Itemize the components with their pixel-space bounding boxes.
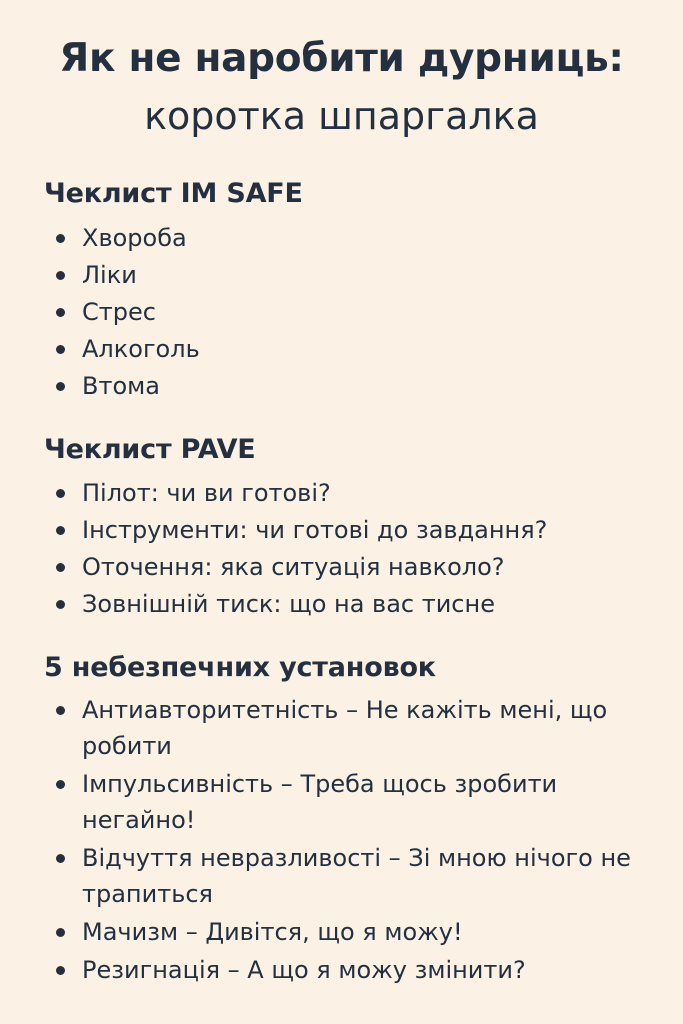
list-item-text: Відчуття невразливості – Зі мною нічого не трапиться xyxy=(82,844,631,908)
list-item xyxy=(54,220,664,257)
list-item xyxy=(54,257,664,294)
page-subtitle: коротка шпаргалка xyxy=(144,94,539,138)
list-item-text: Втома xyxy=(82,372,160,400)
bullet-icon xyxy=(56,706,65,715)
list-item-text: Резигнація – А що я можу змінити? xyxy=(82,956,526,984)
list-item-text: Пілот: чи ви готові? xyxy=(82,479,331,507)
bullet-icon xyxy=(56,234,65,243)
section-heading-hazardous-attitudes: 5 небезпечних установок xyxy=(44,652,436,683)
hazardous-attitudes-list xyxy=(54,692,654,990)
pave-list xyxy=(54,475,664,623)
bullet-icon xyxy=(56,345,65,354)
list-item-text: Інструменти: чи готові до завдання? xyxy=(82,516,548,544)
section-heading-im-safe: Чеклист IM SAFE xyxy=(44,178,303,209)
bullet-icon xyxy=(56,526,65,535)
list-item-text: Мачизм – Дивітся, що я можу! xyxy=(82,918,463,946)
list-item xyxy=(54,294,664,331)
list-item xyxy=(54,586,664,623)
list-item xyxy=(54,512,664,549)
list-item-text: Ліки xyxy=(82,261,137,289)
bullet-icon xyxy=(56,600,65,609)
list-item-text: Імпульсивність – Треба щось зробити негайно! xyxy=(82,770,558,834)
bullet-icon xyxy=(56,928,65,937)
im-safe-list xyxy=(54,220,664,405)
bullet-icon xyxy=(56,966,65,975)
list-item xyxy=(54,766,654,838)
bullet-icon xyxy=(56,382,65,391)
section-heading-pave: Чеклист PAVE xyxy=(44,434,256,465)
list-item xyxy=(54,840,654,912)
list-item-text: Алкоголь xyxy=(82,335,200,363)
list-item xyxy=(54,331,664,368)
list-item xyxy=(54,914,654,950)
list-item-text: Оточення: яка ситуація навколо? xyxy=(82,553,505,581)
bullet-icon xyxy=(56,308,65,317)
list-item xyxy=(54,952,654,988)
list-item-text: Стрес xyxy=(82,298,156,326)
list-item-text: Антиавторитетність – Не кажіть мені, що робити xyxy=(82,696,608,760)
bullet-icon xyxy=(56,489,65,498)
bullet-icon xyxy=(56,854,65,863)
bullet-icon xyxy=(56,271,65,280)
list-item xyxy=(54,368,664,405)
page-title: Як не наробити дурниць: xyxy=(59,36,624,81)
bullet-icon xyxy=(56,780,65,789)
list-item-text: Зовнішній тиск: що на вас тисне xyxy=(82,590,495,618)
list-item xyxy=(54,549,664,586)
list-item xyxy=(54,475,664,512)
bullet-icon xyxy=(56,563,65,572)
list-item xyxy=(54,692,654,764)
list-item-text: Хвороба xyxy=(82,224,187,252)
